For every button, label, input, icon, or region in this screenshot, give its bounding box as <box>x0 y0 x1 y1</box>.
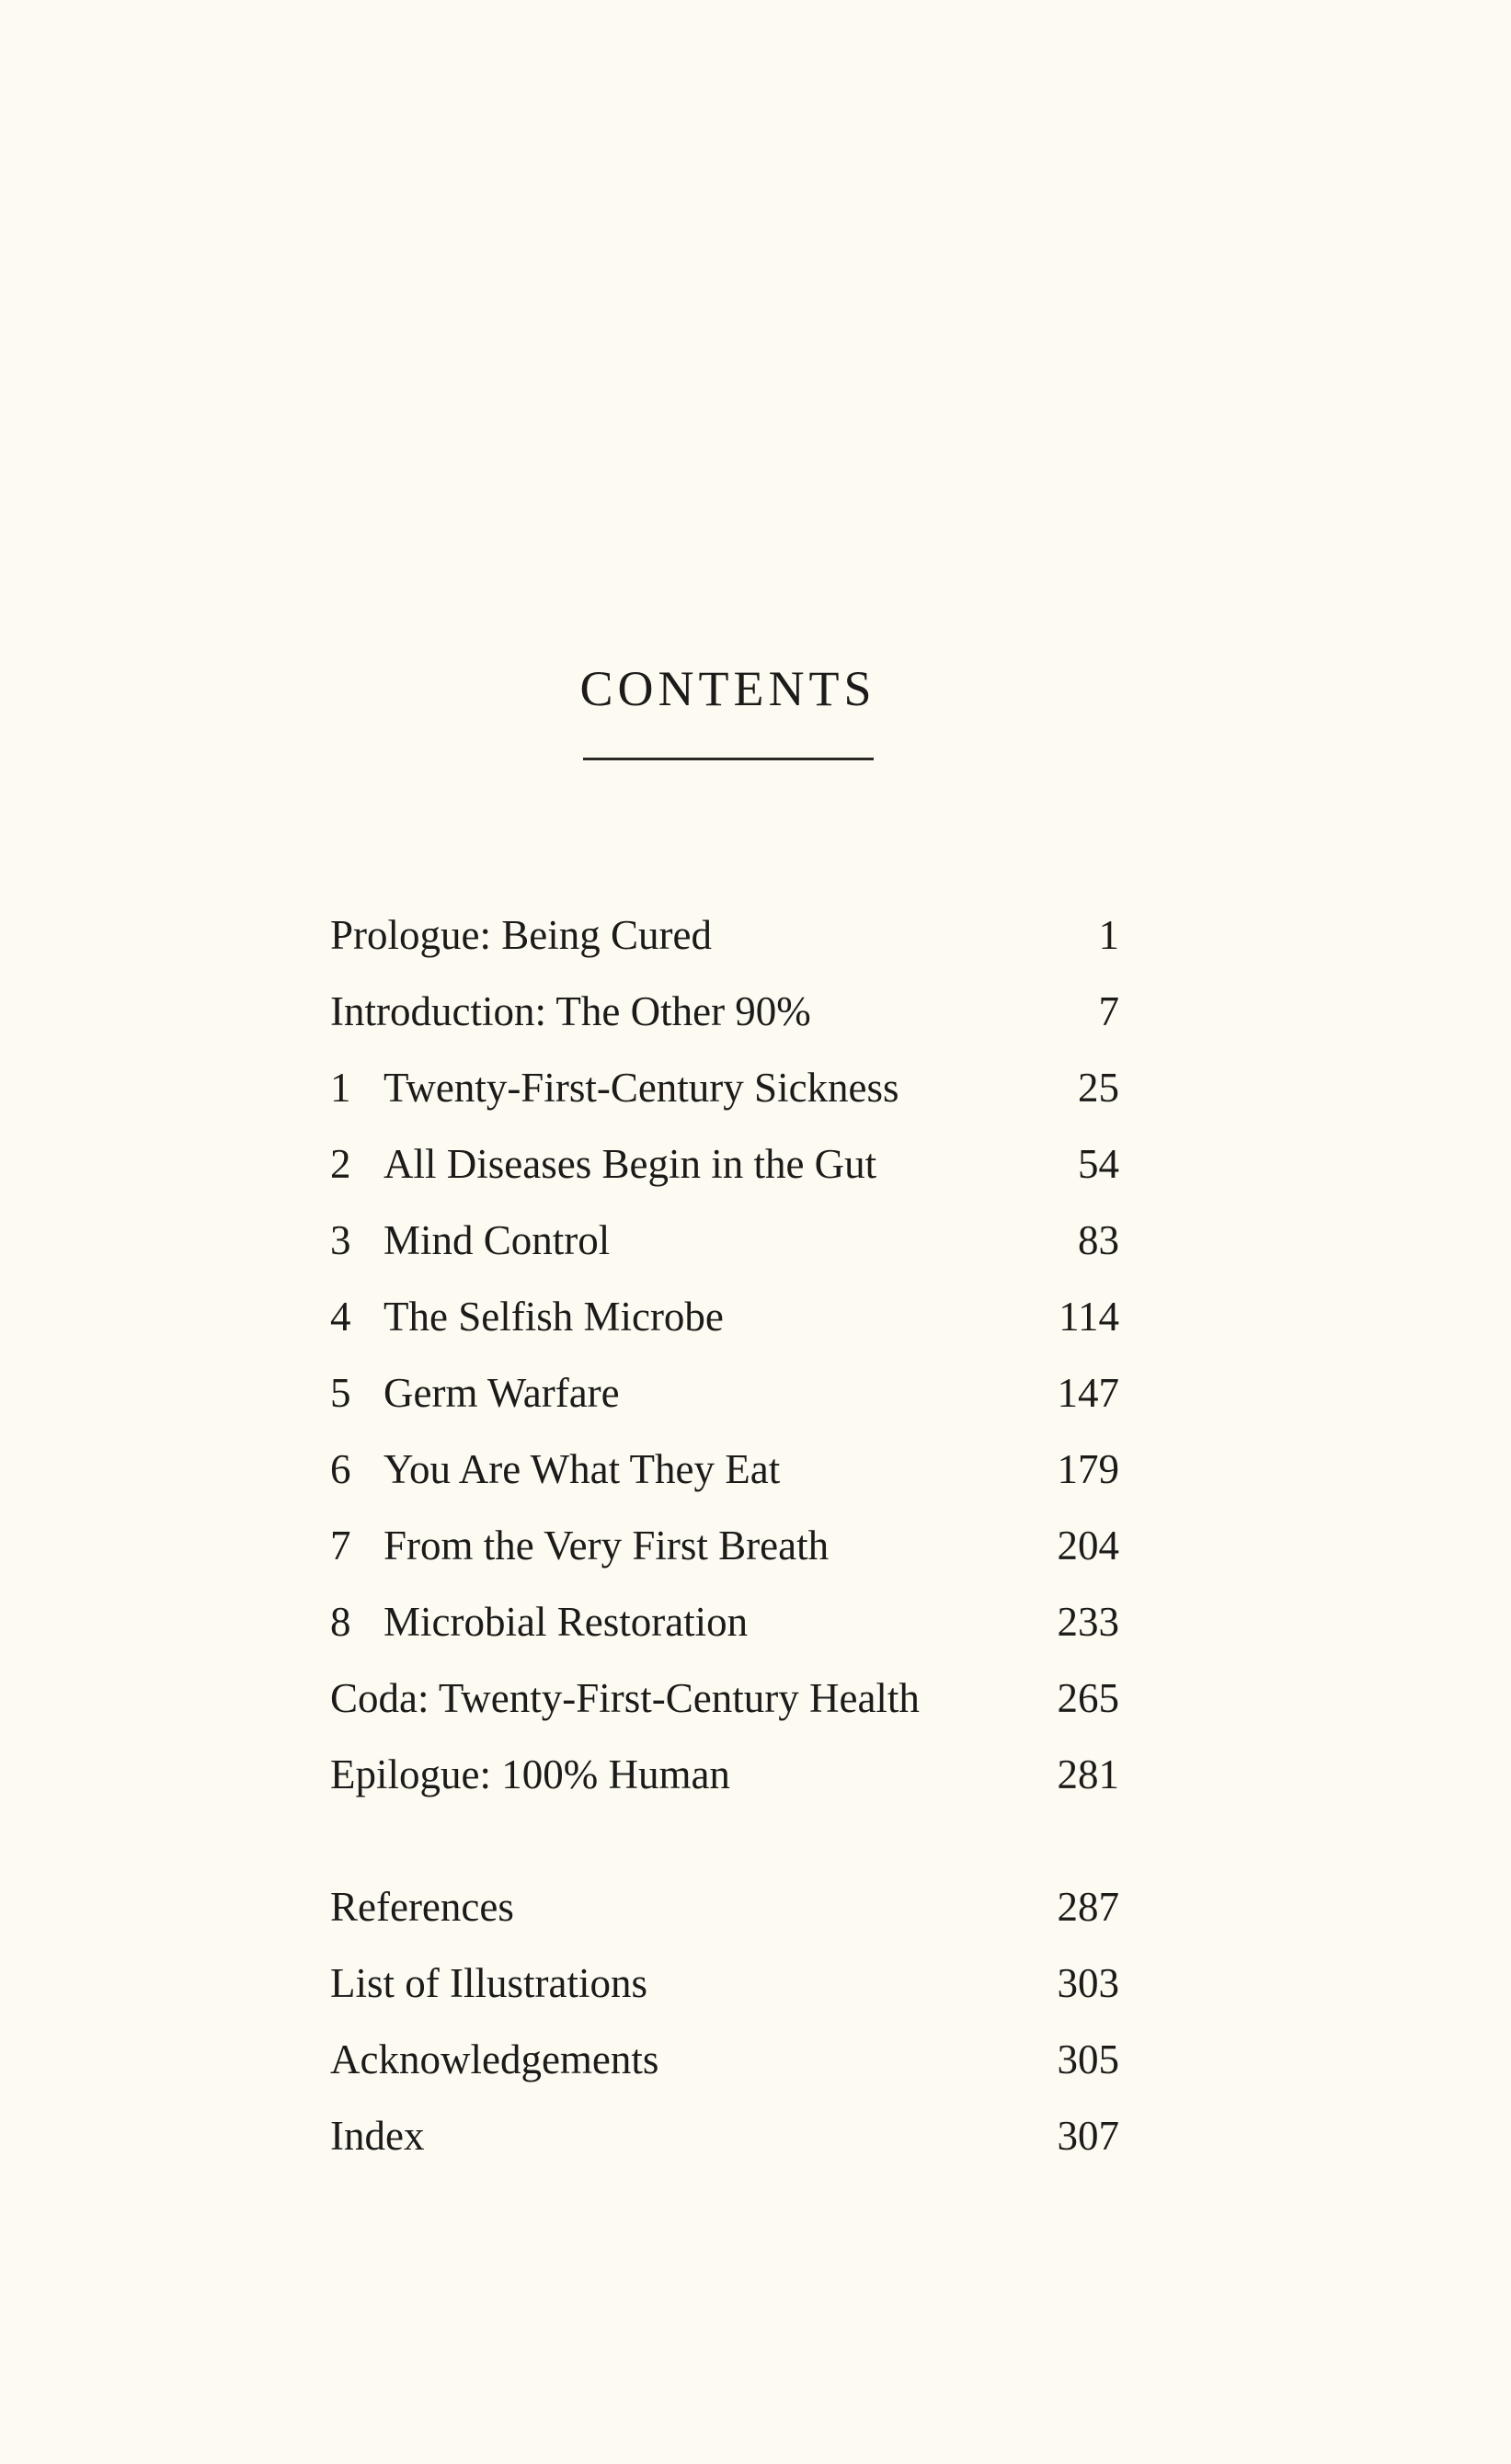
toc-entry <box>330 1742 1119 1807</box>
back-matter-entry <box>330 1951 1119 2015</box>
entry-page: 114 <box>1059 1294 1119 1340</box>
toc-entry <box>330 1132 1119 1196</box>
entry-title: Introduction: The Other 90% <box>330 988 811 1034</box>
entry-title: Germ Warfare <box>383 1370 620 1416</box>
entry-title: Microbial Restoration <box>383 1599 749 1645</box>
entry-page: 7 <box>1098 988 1119 1034</box>
entry-title: Coda: Twenty-First-Century Health <box>330 1675 920 1721</box>
toc-entry <box>330 979 1119 1044</box>
entry-page: 83 <box>1078 1217 1119 1263</box>
entry-title: Prologue: Being Cured <box>330 912 712 958</box>
entry-page: 179 <box>1057 1446 1119 1492</box>
toc-entry <box>330 1666 1119 1730</box>
entry-title: Acknowledgements <box>330 2036 659 2082</box>
entry-title: You Are What They Eat <box>383 1446 781 1492</box>
chapter-number: 7 <box>330 1523 351 1569</box>
toc-entry <box>330 1437 1119 1501</box>
entry-page: 303 <box>1057 1960 1119 2006</box>
toc-entry <box>330 1361 1119 1425</box>
heading-underline <box>583 758 874 760</box>
entry-title: Index <box>330 2113 425 2159</box>
entry-title: Mind Control <box>383 1217 611 1263</box>
entry-title: The Selfish Microbe <box>383 1294 724 1340</box>
entry-page: 25 <box>1078 1065 1119 1111</box>
back-matter-entry <box>330 2104 1119 2168</box>
toc-entry <box>330 1284 1119 1349</box>
chapter-number: 1 <box>330 1065 351 1111</box>
entry-title: Epilogue: 100% Human <box>330 1751 730 1797</box>
entry-page: 233 <box>1057 1599 1119 1645</box>
entry-page: 281 <box>1057 1751 1119 1797</box>
entry-page: 305 <box>1057 2036 1119 2082</box>
contents-heading: CONTENTS <box>579 661 876 716</box>
chapter-number: 4 <box>330 1294 351 1340</box>
entry-page: 204 <box>1057 1523 1119 1569</box>
entry-page: 307 <box>1057 2113 1119 2159</box>
back-matter-entry <box>330 2027 1119 2092</box>
entry-title: All Diseases Begin in the Gut <box>383 1141 877 1187</box>
toc-entry <box>330 903 1119 967</box>
entry-page: 265 <box>1057 1675 1119 1721</box>
chapter-number: 8 <box>330 1599 351 1645</box>
chapter-number: 5 <box>330 1370 351 1416</box>
toc-entry <box>330 1208 1119 1272</box>
entry-page: 1 <box>1098 912 1119 958</box>
chapter-number: 6 <box>330 1446 351 1492</box>
chapter-number: 2 <box>330 1141 351 1187</box>
entry-page: 287 <box>1057 1884 1119 1930</box>
entry-title: List of Illustrations <box>330 1960 647 2006</box>
toc-entry <box>330 1055 1119 1120</box>
entry-title: From the Very First Breath <box>383 1523 830 1569</box>
toc-entry <box>330 1590 1119 1654</box>
entry-title: Twenty-First-Century Sickness <box>383 1065 899 1111</box>
back-matter-entry <box>330 1875 1119 1939</box>
toc-entry <box>330 1513 1119 1578</box>
entry-page: 147 <box>1057 1370 1119 1416</box>
chapter-number: 3 <box>330 1217 351 1263</box>
entry-page: 54 <box>1078 1141 1119 1187</box>
entry-title: References <box>330 1884 514 1930</box>
